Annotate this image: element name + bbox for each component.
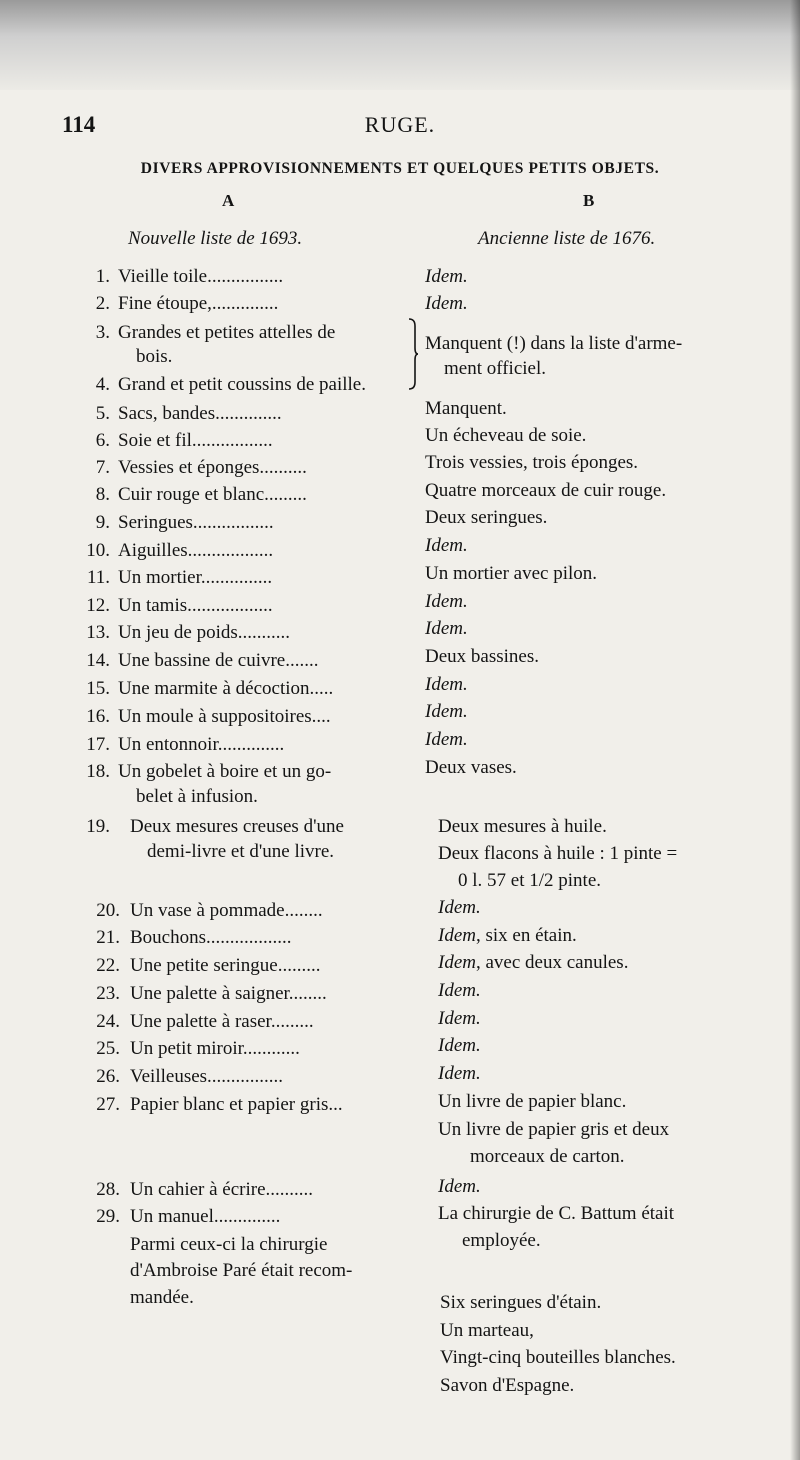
- item-a-text: Aiguilles..................: [118, 540, 274, 561]
- item-a-text: Grand et petit coussins de paille.: [118, 374, 366, 395]
- item-b-text: employée.: [462, 1230, 541, 1251]
- item-number: 22.: [96, 955, 120, 976]
- extra-item: Savon d'Espagne.: [440, 1375, 575, 1396]
- item-a-text: Bouchons..................: [130, 927, 292, 948]
- scan-shadow-right: [790, 0, 800, 1460]
- item-a-text: Vieille toile................: [118, 266, 284, 287]
- item-b-text: Manquent (!) dans la liste d'arme-: [425, 333, 683, 354]
- item-a-text: bois.: [136, 346, 173, 367]
- item-a-text: Papier blanc et papier gris...: [130, 1094, 343, 1115]
- item-b-text: Un mortier avec pilon.: [425, 563, 598, 584]
- item-number: 16.: [86, 706, 110, 727]
- item-b-text: Idem.: [425, 266, 468, 287]
- item-a-text: Un vase à pommade........: [130, 900, 323, 921]
- item-number: 17.: [86, 734, 110, 755]
- item-a-text: d'Ambroise Paré était recom-: [130, 1260, 353, 1281]
- item-b-text: Manquent.: [425, 398, 507, 419]
- item-b-text: Un livre de papier gris et deux: [438, 1119, 670, 1140]
- item-a-text: Un manuel..............: [130, 1206, 281, 1227]
- curly-brace-icon: [407, 318, 419, 390]
- item-b-text: Un livre de papier blanc.: [438, 1091, 627, 1112]
- item-b-text: Deux vases.: [425, 757, 517, 778]
- column-a-letter: A: [222, 191, 235, 210]
- item-number: 11.: [86, 567, 110, 588]
- item-b-text: Idem.: [425, 729, 468, 750]
- item-b-text: morceaux de carton.: [470, 1146, 625, 1167]
- item-a-text: belet à infusion.: [136, 786, 258, 807]
- item-a-text: mandée.: [130, 1287, 194, 1308]
- item-number: 4.: [95, 374, 110, 395]
- item-number: 28.: [96, 1179, 120, 1200]
- item-b-italic: Idem: [438, 952, 476, 973]
- page-number: 114: [62, 112, 96, 137]
- item-b-text: La chirurgie de C. Battum était: [438, 1203, 675, 1224]
- item-b-rest: , six en étain.: [475, 925, 577, 946]
- item-b-text: Idem.: [425, 674, 468, 695]
- column-b-letter: B: [583, 191, 595, 210]
- extra-item: Un marteau,: [440, 1320, 534, 1341]
- item-b-text: [438, 952, 628, 974]
- item-b-text: [438, 925, 577, 947]
- item-b-text: Idem.: [425, 618, 468, 639]
- item-b-text: Idem.: [438, 897, 481, 918]
- item-a-text: Un entonnoir..............: [118, 734, 285, 755]
- item-number: 8.: [95, 484, 110, 505]
- item-a-text: Sacs, bandes..............: [118, 403, 282, 424]
- item-a-text: Une petite seringue.........: [130, 955, 321, 976]
- item-a-text: Seringues.................: [118, 512, 274, 533]
- item-number: 1.: [95, 266, 110, 287]
- item-a-text: Une palette à raser.........: [130, 1011, 314, 1032]
- item-b-text: Deux bassines.: [425, 646, 539, 667]
- item-a-text: Un moule à suppositoires....: [118, 706, 331, 727]
- item-b-text: Idem.: [438, 1008, 481, 1029]
- item-number: 15.: [86, 678, 110, 699]
- item-b-text: Idem.: [425, 293, 468, 314]
- item-b-text: Idem.: [425, 701, 468, 722]
- item-a-text: Un petit miroir............: [130, 1038, 300, 1059]
- item-b-text: ment officiel.: [444, 358, 547, 379]
- item-b-text: Idem.: [438, 1063, 481, 1084]
- item-number: 26.: [96, 1066, 120, 1087]
- item-a-text: Un jeu de poids...........: [118, 622, 291, 643]
- item-number: 23.: [96, 983, 120, 1004]
- item-a-text: Deux mesures creuses d'une: [130, 816, 344, 837]
- item-number: 29.: [96, 1206, 120, 1227]
- item-b-text: Un écheveau de soie.: [425, 425, 587, 446]
- column-b-title: Ancienne liste de 1676.: [478, 228, 656, 249]
- item-a-text: Un tamis..................: [118, 595, 273, 616]
- column-a-title: Nouvelle liste de 1693.: [128, 228, 303, 249]
- extra-item: Vingt-cinq bouteilles blanches.: [440, 1347, 676, 1368]
- item-number: 14.: [86, 650, 110, 671]
- item-a-text: Cuir rouge et blanc.........: [118, 484, 307, 505]
- item-number: 24.: [96, 1011, 120, 1032]
- item-b-text: Trois vessies, trois éponges.: [425, 452, 639, 473]
- item-a-text: demi-livre et d'une livre.: [147, 841, 335, 862]
- item-number: 19.: [86, 816, 110, 837]
- scan-shadow-top: [0, 0, 800, 90]
- item-b-rest: , avec deux canules.: [475, 952, 629, 973]
- item-number: 25.: [96, 1038, 120, 1059]
- item-b-text: Idem.: [438, 1176, 481, 1197]
- extra-item: Six seringues d'étain.: [440, 1292, 602, 1313]
- item-a-text: Une marmite à décoction.....: [118, 678, 334, 699]
- item-number: 5.: [95, 403, 110, 424]
- item-a-text: Fine étoupe,..............: [118, 293, 279, 314]
- item-b-italic: Idem: [438, 925, 476, 946]
- item-a-text: Une palette à saigner........: [130, 983, 327, 1004]
- item-a-text: Un mortier...............: [118, 567, 273, 588]
- item-a-text: Un gobelet à boire et un go-: [118, 761, 332, 782]
- item-a-text: Parmi ceux-ci la chirurgie: [130, 1234, 328, 1255]
- item-number: 3.: [95, 322, 110, 343]
- item-b-text: Quatre morceaux de cuir rouge.: [425, 480, 667, 501]
- section-title: DIVERS APPROVISIONNEMENTS ET QUELQUES PETITS OBJETS.: [140, 160, 660, 177]
- item-b-text: Deux mesures à huile.: [438, 816, 607, 837]
- running-head: RUGE.: [364, 112, 436, 137]
- item-b-text: Deux flacons à huile : 1 pinte =: [438, 843, 678, 864]
- item-b-text: Idem.: [438, 980, 481, 1001]
- item-number: 9.: [95, 512, 110, 533]
- item-b-text: 0 l. 57 et 1/2 pinte.: [458, 870, 602, 891]
- item-b-text: Idem.: [438, 1035, 481, 1056]
- item-number: 6.: [95, 430, 110, 451]
- item-a-text: Un cahier à écrire..........: [130, 1179, 314, 1200]
- item-a-text: Une bassine de cuivre.......: [118, 650, 319, 671]
- item-number: 12.: [86, 595, 110, 616]
- item-number: 21.: [96, 927, 120, 948]
- item-a-text: Soie et fil.................: [118, 430, 273, 451]
- item-b-text: Deux seringues.: [425, 507, 548, 528]
- item-number: 10.: [86, 540, 110, 561]
- item-a-text: Vessies et éponges..........: [118, 457, 307, 478]
- item-b-text: Idem.: [425, 535, 468, 556]
- item-number: 7.: [95, 457, 110, 478]
- item-number: 2.: [95, 293, 110, 314]
- item-number: 13.: [86, 622, 110, 643]
- item-number: 18.: [86, 761, 110, 782]
- item-a-text: Veilleuses................: [130, 1066, 284, 1087]
- item-a-text: Grandes et petites attelles de: [118, 322, 336, 343]
- item-b-text: Idem.: [425, 591, 468, 612]
- item-number: 20.: [96, 900, 120, 921]
- item-number: 27.: [96, 1094, 120, 1115]
